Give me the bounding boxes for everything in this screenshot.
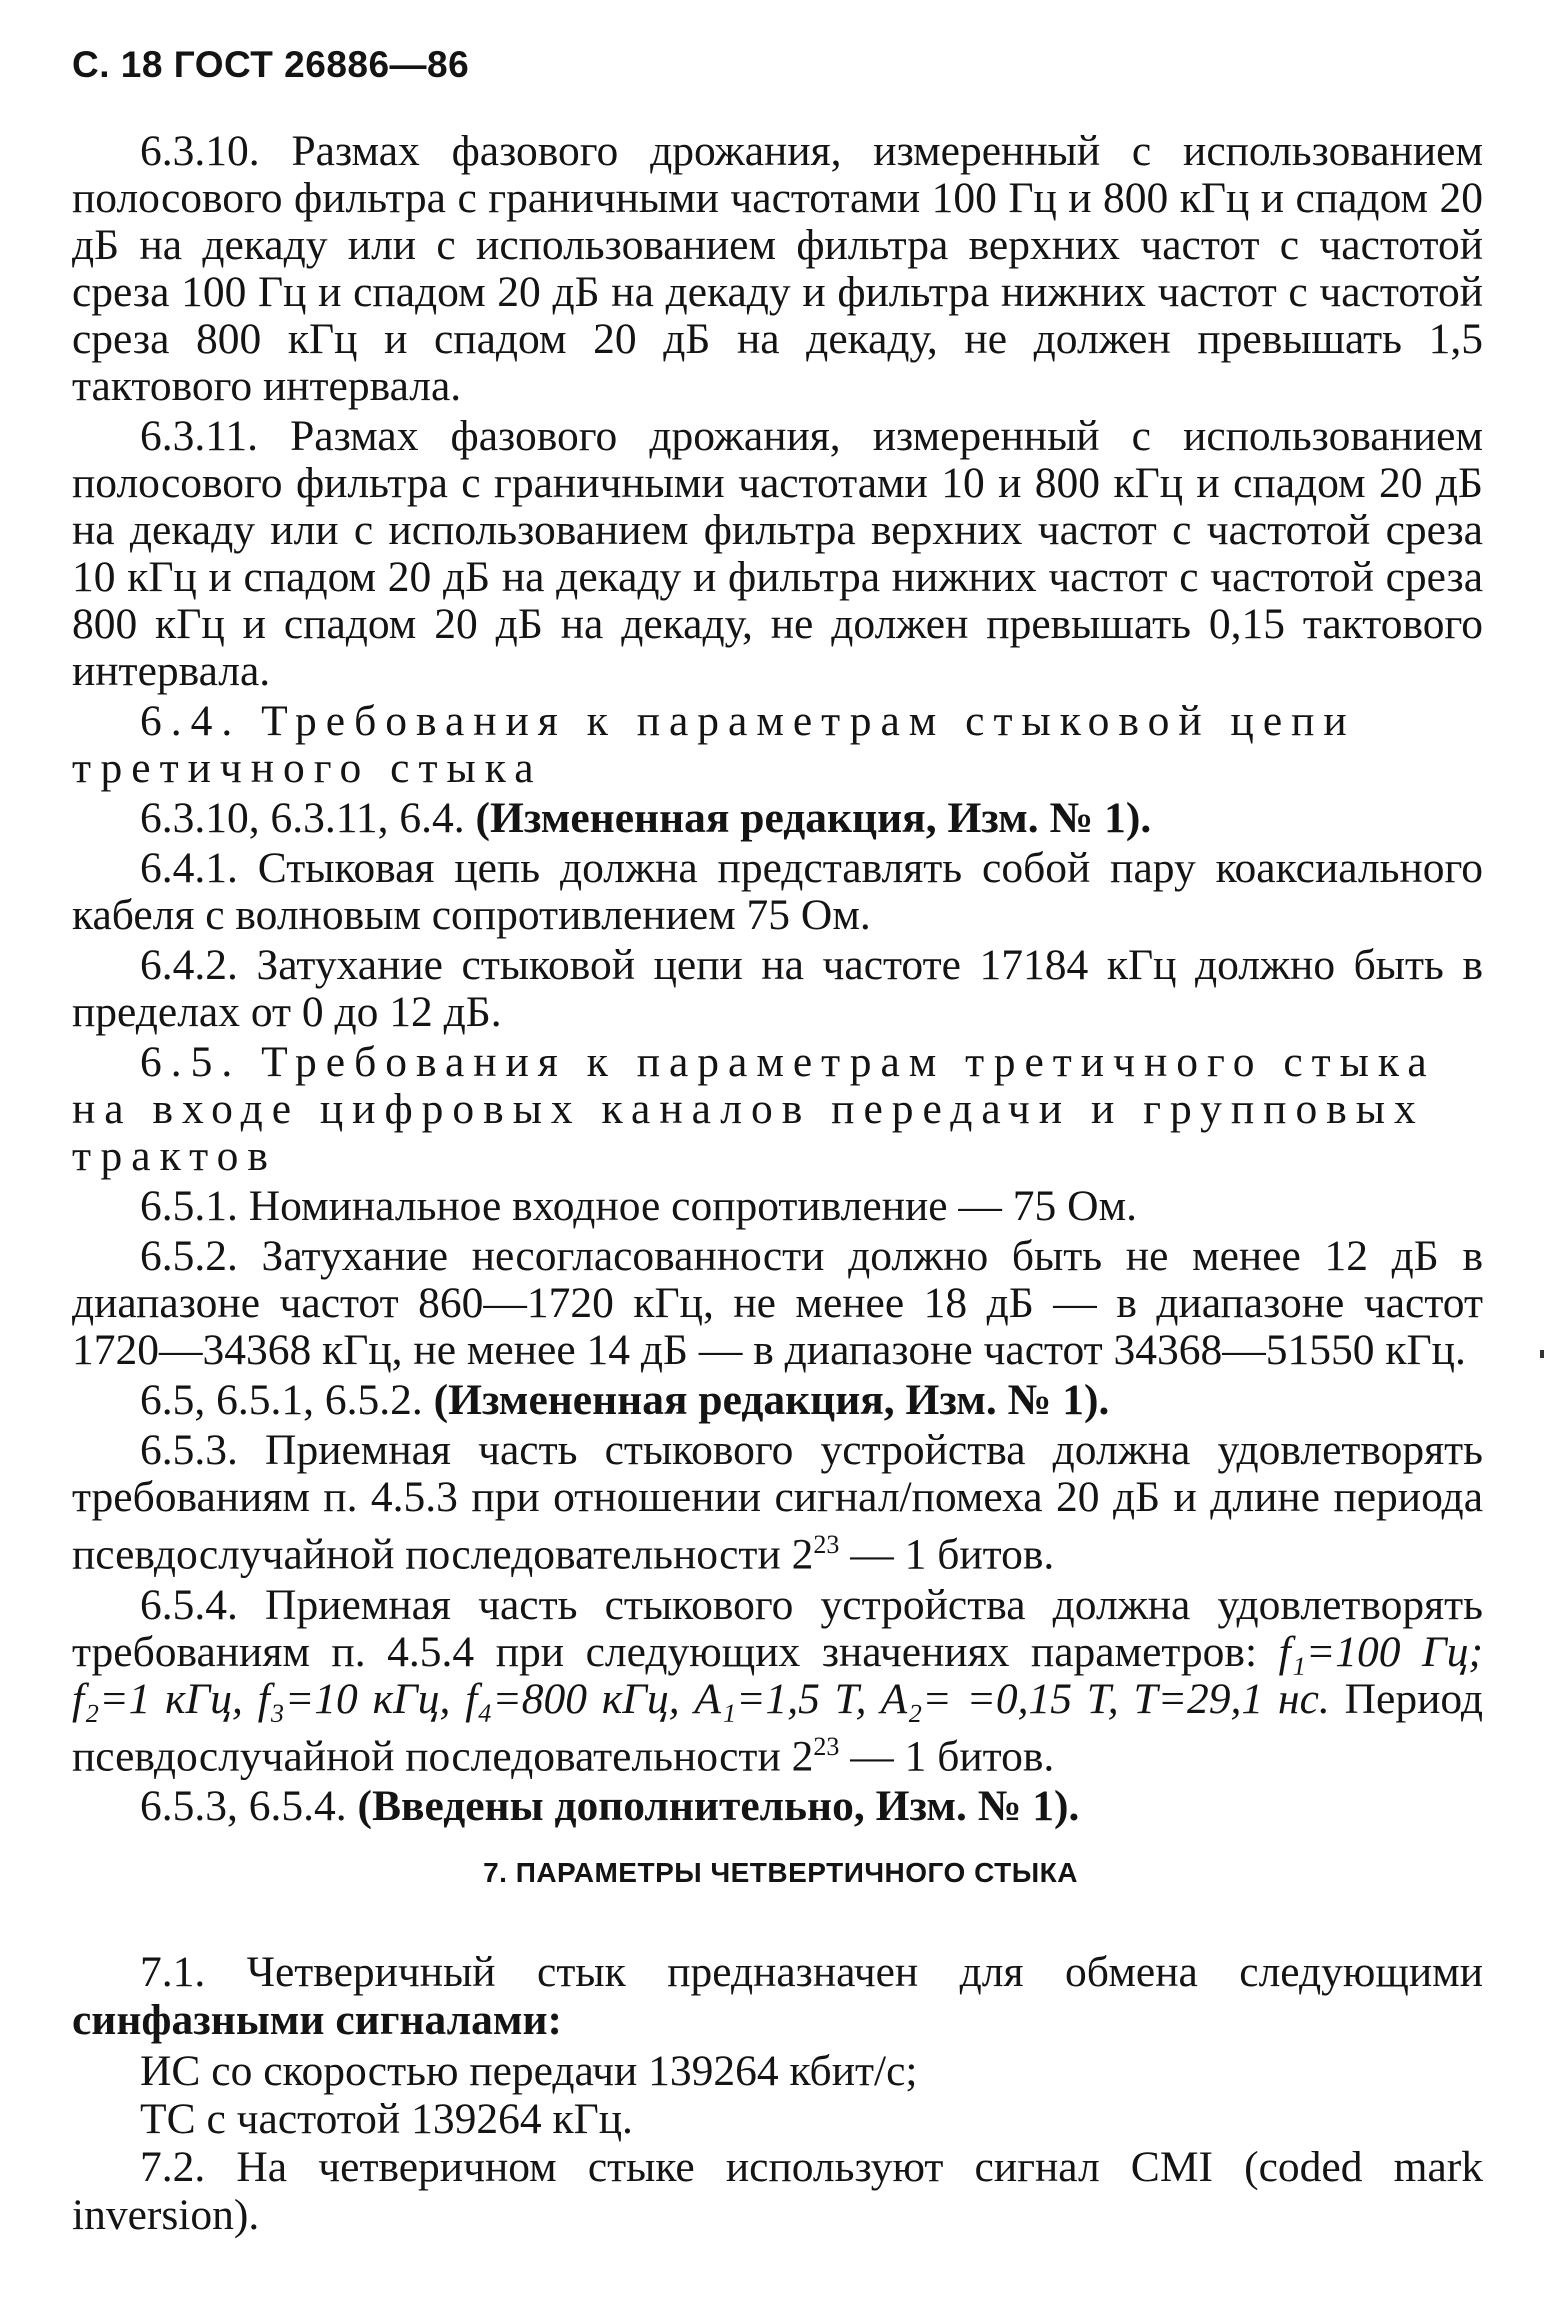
list-item: ТС с частотой 139264 кГц. [140,2095,633,2143]
page-header: С. 18 ГОСТ 26886—86 [72,44,470,85]
paragraph-6-3-11: 6.3.11. Размах фазового дрожания, измеренный с использованием полосового фильтра с граничными частотами 10 и 800 кГц и спадом 20 дБ на декаду или с использованием фильтра верхних частот с частотой среза 10 кГц и спадом 20 дБ на декаду и фильтра нижних частот с частотой среза 800 кГц и спадом 20 дБ на декаду, не должен превышать 0,15 тактового интервала. [72,412,1483,695]
paragraph-6-5-4 [72,1582,1483,1781]
amendment-text: (Измененная редакция, Изм. № 1). [475,794,1152,842]
text: 7.1. Четверичный стык предназначен для обмена следующими [140,1948,1483,1996]
amendment-text: (Измененная редакция, Изм. № 1). [433,1376,1110,1424]
text: 6.5.4. Приемная часть стыкового устройства должна удовлетворять требованиям п. 4.5.4 при следующих значениях параметров: [72,1580,1483,1676]
amendment-note-6-4 [72,795,1483,842]
heading-6-4: 6.4. Требования к параметрам стыковой цепи третичного стыка [72,697,1356,792]
heading-6-5: 6.5. Требования к параметрам третичного стыка на входе цифровых каналов передачи и групповых трактов [72,1038,1436,1180]
parameters: f₁=100 Гц; f₂=1 кГц, f₃=10 кГц, f₄=800 кГц, A₁=1,5 T, A₂= =0,15 T, T=29,1 нс. [72,1627,1484,1723]
section-7-title: 7. ПАРАМЕТРЫ ЧЕТВЕРТИЧНОГО СТЫКА [483,1857,1078,1888]
paragraph-6-5-3 [72,1427,1483,1579]
paragraph-6-5-2: 6.5.2. Затухание несогласованности должно быть не менее 12 дБ в диапазоне частот 860—1720 кГц, не менее 18 дБ — в диапазоне частот 1720—34368 кГц, не менее 14 дБ — в диапазоне частот 34368—51550 кГц. [72,1232,1483,1374]
paragraph-6-4-2: 6.4.2. Затухание стыковой цепи на частоте 17184 кГц должно быть в пределах от 0 до 12 дБ. [72,941,1483,1036]
document-body [72,128,1483,1833]
paragraph-6-3-10: 6.3.10. Размах фазового дрожания, измеренный с использованием полосового фильтра с граничными частотами 100 Гц и 800 кГц и спадом 20 дБ на декаду или с использованием фильтра верхних частот с частотой среза 100 Гц и спадом 20 дБ на декаду и фильтра нижних частот с частотой среза 800 кГц и спадом 20 дБ на декаду, не должен превышать 1,5 тактового интервала. [72,127,1483,410]
text: Период псевдослучайной последовательности 2 [72,1674,1483,1780]
amendment-ref: 6.3.10, 6.3.11, 6.4. [140,794,465,842]
section-7-body [72,1948,1483,2242]
paragraph-7-2: 7.2. На четверичном стыке используют сигнал CMI (coded mark inversion). [72,2143,1483,2239]
superscript: 23 [813,1731,840,1761]
paragraph-7-1 [72,1948,1483,2044]
text: 6.5.3. Приемная часть стыкового устройства должна удовлетворять требованиям п. 4.5.3 при отношении сигнал/помеха 20 дБ и длине периода псевдослучайной последовательности 2 [72,1426,1483,1579]
amendment-note-6-5-4 [72,1783,1483,1830]
scan-speck [1540,1350,1544,1358]
paragraph-6-4-1: 6.4.1. Стыковая цепь должна представлять собой пару коаксиального кабеля с волновым сопротивлением 75 Ом. [72,844,1483,939]
amendment-text: (Введены дополнительно, Изм. № 1). [357,1782,1080,1830]
amendment-note-6-5 [72,1377,1483,1424]
text: — 1 битов. [839,1530,1055,1579]
superscript: 23 [813,1530,840,1559]
text: — 1 битов. [839,1732,1055,1780]
text-bold: синфазными сигналами: [72,1996,563,2044]
list-item: ИС со скоростью передачи 139264 кбит/с; [140,2047,918,2095]
amendment-ref: 6.5, 6.5.1, 6.5.2. [140,1376,423,1424]
amendment-ref: 6.5.3, 6.5.4. [140,1782,347,1830]
paragraph-6-5-1: 6.5.1. Номинальное входное сопротивление — 75 Ом. [140,1182,1137,1230]
